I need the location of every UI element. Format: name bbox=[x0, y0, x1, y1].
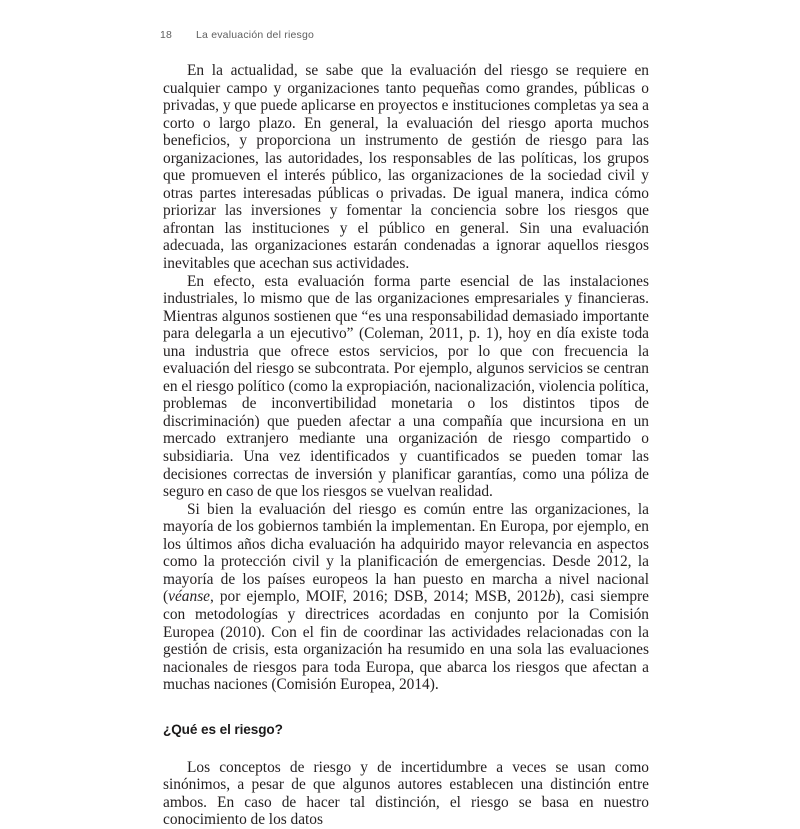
paragraph-1: En la actualidad, se sabe que la evaluación del riesgo se requiere en cualquier campo y organizaciones tanto pequeñas como grandes, públicas o privadas, y que puede aplicarse en proyectos e instituciones completas ya sea a corto o largo plazo. En general, la evaluación del riesgo aporta muchos beneficios, y proporciona un instrumento de gestión de riesgo para las organizaciones, las autoridades, los responsables de las políticas, los grupos que promueven el interés público, las organizaciones de la sociedad civil y otras partes interesadas públicas o privadas. De igual manera, indica cómo priorizar las inversiones y fomentar la conciencia sobre los riesgos que afrontan las instituciones y el público en general. Sin una evaluación adecuada, las organizaciones estarán condenadas a ignorar aquellos riesgos inevitables que acechan sus actividades. bbox=[163, 62, 649, 273]
page-number: 18 bbox=[160, 29, 173, 41]
text-column bbox=[163, 62, 649, 829]
paragraph-2: En efecto, esta evaluación forma parte esencial de las instalaciones industriales, lo mismo que de las organizaciones empresariales y financieras. Mientras algunos sostienen que “es una responsabilidad demasiado importante para delegarla a un ejecutivo” (Coleman, 2011, p. 1), hoy en día existe toda una industria que ofrece estos servicios, por lo que con frecuencia la evaluación del riesgo se subcontrata. Por ejemplo, algunos servicios se centran en el riesgo político (como la expropiación, nacionalización, violencia política, problemas de inconvertibilidad monetaria o los distintos tipos de discriminación) que pueden afectar a una compañía que incursiona en un mercado extranjero mediante una organización de riesgo compartido o subsidiaria. Una vez identificados y cuantificados se pueden tomar las decisiones correctas de inversión y planificar garantías, como una póliza de seguro en caso de que los riesgos se vuelvan realidad. bbox=[163, 272, 649, 501]
paragraph-3 bbox=[163, 501, 649, 694]
paragraph-3-part-2: , por ejemplo, MOIF, 2016; DSB, 2014; MSB, 2012 bbox=[210, 588, 548, 606]
heading-bottom-space bbox=[163, 738, 649, 759]
section-heading: ¿Qué es el riesgo? bbox=[163, 721, 283, 737]
paragraph-3-part-1: Si bien la evaluación del riesgo es común entre las organizaciones, la mayoría de los gobiernos también la implementan. En Europa, por ejemplo, en los últimos años dicha evaluación ha adquirido mayor relevancia en aspectos como la protección civil y la planificación de emergencias. Desde 2012, la mayoría de los países europeos la han puesto en marcha a nivel nacional ( bbox=[163, 500, 649, 606]
citation-suffix-italic: b bbox=[547, 588, 556, 606]
citation-veanse-italic: véanse bbox=[168, 588, 211, 606]
heading-top-space bbox=[163, 694, 649, 721]
running-head-title: La evaluación del riesgo bbox=[196, 29, 315, 41]
running-head bbox=[160, 29, 314, 42]
paragraph-3-part-3: ), casi siempre con metodologías y directrices acordadas en conjunto por la Comisión Europea (2010). Con el fin de coordinar las actividades relacionadas con la gestión de crisis, esta organización ha resumido en una sola las evaluaciones nacionales de riesgos para toda Europa, que abarca los riesgos que afectan a muchas naciones (Comisión Europea, 2014). bbox=[163, 588, 649, 694]
section-paragraph: Los conceptos de riesgo y de incertidumbre a veces se usan como sinónimos, a pesar de que algunos autores establecen una distinción entre ambos. En caso de hacer tal distinción, el riesgo se basa en nuestro conocimiento de los datos bbox=[163, 758, 649, 829]
